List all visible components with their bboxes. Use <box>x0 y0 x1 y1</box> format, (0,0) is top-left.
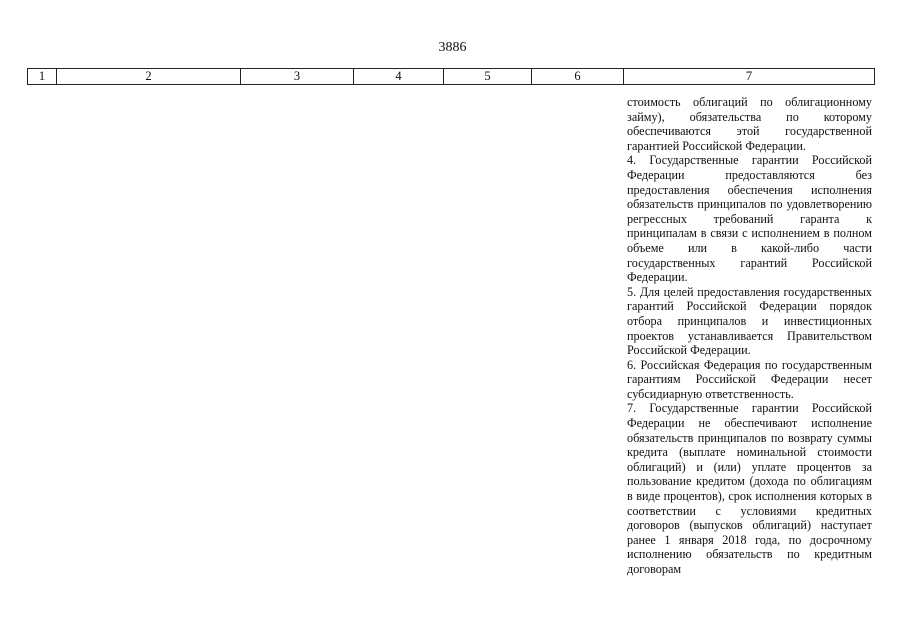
column-number-header-table <box>27 68 875 85</box>
paragraph-continuation: стоимость облигаций по облигационному займу), обязательства по которому обеспечиваются этой государственной гарантией Российской Федерации. <box>627 95 872 153</box>
column-number-cell: 2 <box>57 69 241 85</box>
column-number-cell: 1 <box>28 69 57 85</box>
page-number: 3886 <box>438 40 467 55</box>
paragraph-item-5: 5. Для целей предоставления государственных гарантий Российской Федерации порядок отбора принципалов и инвестиционных проектов устанавливается Правительством Российской Федерации. <box>627 284 872 358</box>
column-number-row <box>28 69 875 85</box>
paragraph-item-6: 6. Российская Федерация по государственным гарантиям Российской Федерации несет субсидиарную ответственность. <box>627 357 872 401</box>
column-number-cell: 6 <box>532 69 624 85</box>
column-number-cell: 5 <box>444 69 532 85</box>
column-number-cell: 4 <box>354 69 444 85</box>
column-number-cell: 7 <box>624 69 875 85</box>
column-7-text <box>627 95 872 577</box>
paragraph-item-4: 4. Государственные гарантии Российской Федерации предоставляются без предоставления обеспечения исполнения обязательств принципалов по удовлетворению регрессных требований гаранта к принципалам в связи с исполнением в полном объеме или в какой-либо части государственных гарантий Российской Федерации. <box>627 153 872 285</box>
paragraph-item-7: 7. Государственные гарантии Российской Федерации не обеспечивают исполнение обязательств принципалов по возврату суммы кредита (выплате номинальной стоимости облигаций) и (или) уплате процентов за пользование кредитом (дохода по облигациям в виде процентов), срок исполнения которых в соответствии с условиями кредитных договоров (выпусков облигаций) наступает ранее 1 января 2018 года, по досрочному исполнению обязательств по кредитным договорам <box>627 401 872 576</box>
column-number-cell: 3 <box>241 69 354 85</box>
